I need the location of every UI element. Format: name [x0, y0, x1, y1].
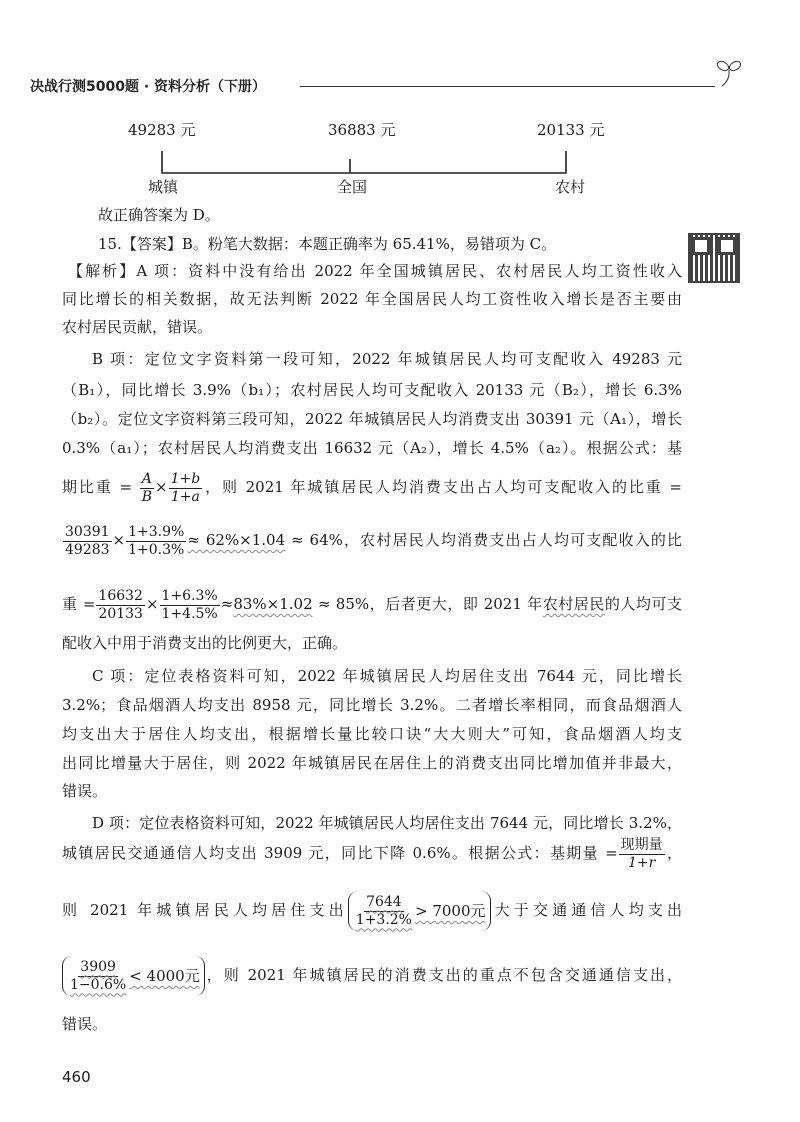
- denominator: 20133: [98, 605, 143, 622]
- fraction-growth: [169, 471, 203, 506]
- numerator: 16632: [98, 587, 143, 604]
- formula-text: ≈ 85%，后者更大，即 2021 年: [312, 595, 543, 613]
- denominator: 1+r: [627, 854, 656, 871]
- formula-text: 重 =: [62, 595, 96, 613]
- urban-label: 城镇: [148, 178, 179, 196]
- formula-line-1: [62, 470, 682, 506]
- analysis-b-line4: 0.3%（a₁）；农村居民人均消费支出 16632 元（A₂），增长 4.5%（a₂）。根据公式：基: [62, 439, 682, 457]
- formula-line-2: [62, 522, 682, 559]
- fraction-rural-growth: [160, 588, 220, 623]
- analysis-c-line4: 出同比增量大于居住，则 2022 年城镇居民在居住上的消费支出同比增加值并非最大，: [62, 754, 682, 772]
- answer-line: 故正确答案为 D。: [98, 206, 220, 224]
- denominator: 1+0.3%: [128, 541, 185, 558]
- fraction-rural-ratio: [96, 588, 145, 623]
- analysis-a-line3: 农村居民贡献，错误。: [62, 318, 213, 336]
- running-header: 决战行测5000题 · 资料分析（下册）: [30, 79, 267, 95]
- sprout-icon: [712, 56, 746, 90]
- national-label: 全国: [337, 178, 368, 196]
- analysis-b-line3: （b₂）。定位文字资料第三段可知，2022 年城镇居民人均消费支出 30391 元（A₁），增长: [62, 410, 682, 428]
- analysis-c-line3: 均支出大于居住人均支出，根据增长量比较口诀“大大则大”可知，食品烟酒人均支: [62, 725, 682, 743]
- formula-text: ，: [665, 844, 682, 862]
- rural-ratio-calc: 83%×1.02: [233, 595, 313, 613]
- housing-2021-calc: [348, 891, 491, 931]
- analysis-b-line2: （B₁），同比增长 3.9%（b₁）；农村居民人均可支配收入 20133 元（B₂），增长 6.3%: [62, 381, 682, 399]
- formula-text: 则 2021 年城镇居民人均居住支出: [62, 901, 348, 919]
- denominator: 1+a: [170, 488, 200, 505]
- analysis-d-line2: [62, 835, 682, 872]
- analysis-a-line2: 同比增长的相关数据，故无法判断 2022 年全国居民人均工资性收入增长是否主要由: [62, 290, 682, 308]
- numerator: 7644: [366, 893, 402, 910]
- denominator: 1+4.5%: [161, 605, 218, 622]
- question-15-answer: 15.【答案】B。粉笔大数据：本题正确率为 65.41%，易错项为 C。: [98, 235, 557, 253]
- times-sign: ×: [145, 595, 159, 613]
- analysis-d-line5: 错误。: [62, 1015, 108, 1033]
- fraction-urban-ratio: [63, 524, 112, 559]
- fraction-base-period: [619, 837, 665, 872]
- numerator: 30391: [65, 523, 110, 540]
- numerator: 现期量: [620, 836, 663, 853]
- denominator: 1−0.6%: [70, 976, 127, 993]
- numerator: 1+b: [170, 470, 201, 487]
- fraction-urban-growth: [126, 524, 186, 559]
- income-scale-line: [150, 145, 580, 180]
- analysis-b-line1: B 项：定位文字资料第一段可知，2022 年城镇居民人均可支配收入 49283 元: [92, 350, 682, 368]
- approx-sign: ≈: [220, 595, 234, 613]
- page-number: 460: [62, 1068, 91, 1086]
- urban-value: 49283 元: [128, 121, 196, 139]
- numerator: 1+6.3%: [161, 587, 218, 604]
- denominator: 49283: [65, 541, 110, 558]
- numerator: A: [141, 470, 152, 487]
- analysis-b-conclusion: 配收入中用于消费支出的比例更大，正确。: [62, 634, 348, 652]
- national-value: 36883 元: [328, 121, 396, 139]
- formula-text: 大于交通通信人均支出: [490, 901, 682, 919]
- emphasis-rural: 农村居民: [542, 595, 605, 613]
- analysis-d-line1: D 项：定位表格资料可知，2022 年城镇居民人均居住支出 7644 元，同比增长 3.2%，: [92, 814, 682, 832]
- rural-value: 20133 元: [537, 121, 605, 139]
- formula-text: ，则 2021 年城镇居民人均消费支出占人均可支配收入的比重 =: [203, 478, 682, 496]
- times-sign: ×: [112, 531, 126, 549]
- fraction-a-over-b: [140, 471, 154, 506]
- formula-text: ≈ 64%，农村居民人均消费支出占人均可支配收入的比: [285, 531, 682, 549]
- formula-text: 的人均可支: [604, 595, 682, 613]
- urban-ratio-calc: ≈ 62%×1.04: [187, 531, 286, 549]
- formula-text: 城镇居民交通通信人均支出 3909 元，同比下降 0.6%。根据公式：基期量 =: [62, 844, 618, 862]
- rural-label: 农村: [555, 178, 586, 196]
- analysis-d-line3: [62, 890, 682, 931]
- formula-text: 期比重 =: [62, 478, 133, 496]
- analysis-c-line1: C 项：定位表格资料可知，2022 年城镇居民人均居住支出 7644 元，同比增长: [92, 667, 682, 685]
- formula-line-3: [62, 586, 682, 623]
- numerator: 3909: [80, 958, 116, 975]
- comparison: < 4000元: [129, 967, 200, 985]
- denominator: 1+3.2%: [355, 911, 412, 928]
- analysis-a-line1: 【解析】A 项：资料中没有给出 2022 年全国城镇居民、农村居民人均工资性收入: [68, 262, 682, 280]
- analysis-c-line2: 3.2%；食品烟酒人均支出 8958 元，同比增长 3.2%。二者增长率相同，而食品烟酒人: [62, 696, 682, 714]
- header-rule: [300, 86, 715, 87]
- analysis-d-line4: [62, 955, 682, 996]
- transport-2021-calc: [62, 956, 205, 996]
- fraction-transport: [68, 959, 128, 994]
- qr-code[interactable]: [688, 233, 740, 283]
- formula-text: ，则 2021 年城镇居民的消费支出的重点不包含交通通信支出，: [204, 966, 682, 984]
- times-sign: ×: [155, 478, 168, 496]
- denominator: B: [141, 488, 152, 505]
- numerator: 1+3.9%: [128, 523, 185, 540]
- analysis-c-line5: 错误。: [62, 782, 108, 800]
- comparison: > 7000元: [415, 902, 486, 920]
- fraction-housing: [354, 894, 414, 929]
